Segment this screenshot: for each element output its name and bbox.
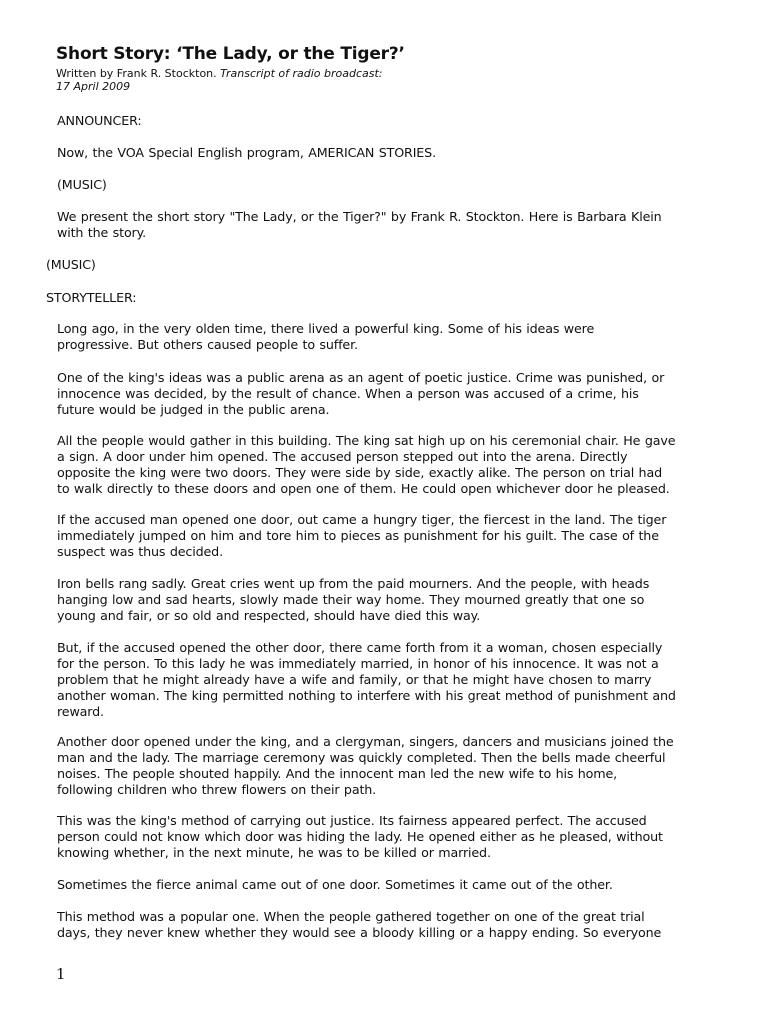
byline xyxy=(56,67,383,93)
paragraph xyxy=(46,257,726,273)
paragraph-line: for the person. To this lady he was immediately married, in honor of his innocence. It was not a xyxy=(57,656,659,671)
paragraph-line: ANNOUNCER: xyxy=(57,113,142,128)
paragraph-line: knowing whether, in the next minute, he was to be killed or married. xyxy=(57,845,491,860)
paragraph xyxy=(57,113,737,129)
paragraph-line: One of the king's ideas was a public arena as an agent of poetic justice. Crime was punished, or xyxy=(57,370,665,385)
paragraph-line: (MUSIC) xyxy=(46,257,96,272)
paragraph-line: person could not know which door was hiding the lady. He opened either as he pleased, without xyxy=(57,829,663,844)
paragraph-line: This method was a popular one. When the people gathered together on one of the great trial xyxy=(57,909,645,924)
page-number: 1 xyxy=(56,965,66,983)
paragraph-line: hanging low and sad hearts, slowly made their way home. They mourned greatly that one so xyxy=(57,592,645,607)
paragraph-line: This was the king's method of carrying out justice. Its fairness appeared perfect. The accused xyxy=(57,813,647,828)
paragraph-line: (MUSIC) xyxy=(57,177,107,192)
paragraph-line: If the accused man opened one door, out came a hungry tiger, the fiercest in the land. The tiger xyxy=(57,512,667,527)
paragraph-line: man and the lady. The marriage ceremony was quickly completed. Then the bells made cheerful xyxy=(57,750,666,765)
paragraph-line: to walk directly to these doors and open one of them. He could open whichever door he pleased. xyxy=(57,481,670,496)
paragraph-line: We present the short story "The Lady, or the Tiger?" by Frank R. Stockton. Here is Barbara Klein xyxy=(57,209,662,224)
paragraph-line: Sometimes the fierce animal came out of one door. Sometimes it came out of the other. xyxy=(57,877,613,892)
paragraph xyxy=(57,877,737,893)
paragraph-line: Now, the VOA Special English program, AMERICAN STORIES. xyxy=(57,145,436,160)
paragraph-line: But, if the accused opened the other door, there came forth from it a woman, chosen especially xyxy=(57,640,663,655)
paragraph xyxy=(57,909,737,941)
paragraph-line: Another door opened under the king, and a clergyman, singers, dancers and musicians joined the xyxy=(57,734,674,749)
paragraph xyxy=(57,209,737,241)
paragraph xyxy=(57,370,737,418)
paragraph xyxy=(57,321,737,353)
paragraph-line: with the story. xyxy=(57,225,147,240)
byline-author: Written by Frank R. Stockton. xyxy=(56,67,221,80)
paragraph xyxy=(57,640,737,720)
paragraph xyxy=(46,290,726,306)
broadcast-date: 17 April 2009 xyxy=(56,80,131,93)
paragraph xyxy=(57,576,737,624)
paragraph-line: a sign. A door under him opened. The accused person stepped out into the arena. Directly xyxy=(57,449,628,464)
paragraph-line: young and fair, or so old and respected, should have died this way. xyxy=(57,608,481,623)
paragraph xyxy=(57,145,737,161)
paragraph-line: future would be judged in the public arena. xyxy=(57,402,330,417)
paragraph-line: progressive. But others caused people to suffer. xyxy=(57,337,358,352)
paragraph-line: Long ago, in the very olden time, there lived a powerful king. Some of his ideas were xyxy=(57,321,595,336)
paragraph-line: immediately jumped on him and tore him to pieces as punishment for his guilt. The case of the xyxy=(57,528,659,543)
paragraph-line: All the people would gather in this building. The king sat high up on his ceremonial chair. He gave xyxy=(57,433,676,448)
paragraph xyxy=(57,734,737,798)
paragraph-line: following children who threw flowers on their path. xyxy=(57,782,377,797)
paragraph-line: suspect was thus decided. xyxy=(57,544,223,559)
paragraph xyxy=(57,433,737,497)
paragraph xyxy=(57,813,737,861)
paragraph-line: another woman. The king permitted nothing to interfere with his great method of punishment and xyxy=(57,688,676,703)
byline-transcript-note: Transcript of radio broadcast: xyxy=(220,67,383,80)
paragraph-line: noises. The people shouted happily. And the innocent man led the new wife to his home, xyxy=(57,766,618,781)
story-title: Short Story: ‘The Lady, or the Tiger?’ xyxy=(56,44,405,64)
paragraph-line: Iron bells rang sadly. Great cries went up from the paid mourners. And the people, with heads xyxy=(57,576,650,591)
paragraph xyxy=(57,512,737,560)
paragraph-line: innocence was decided, by the result of chance. When a person was accused of a crime, his xyxy=(57,386,639,401)
paragraph-line: reward. xyxy=(57,704,104,719)
paragraph-line: days, they never knew whether they would see a bloody killing or a happy ending. So everyone xyxy=(57,925,662,940)
paragraph-line: problem that he might already have a wife and family, or that he might have chosen to marry xyxy=(57,672,652,687)
paragraph-line: opposite the king were two doors. They were side by side, exactly alike. The person on trial had xyxy=(57,465,662,480)
paragraph xyxy=(57,177,737,193)
paragraph-line: STORYTELLER: xyxy=(46,290,137,305)
